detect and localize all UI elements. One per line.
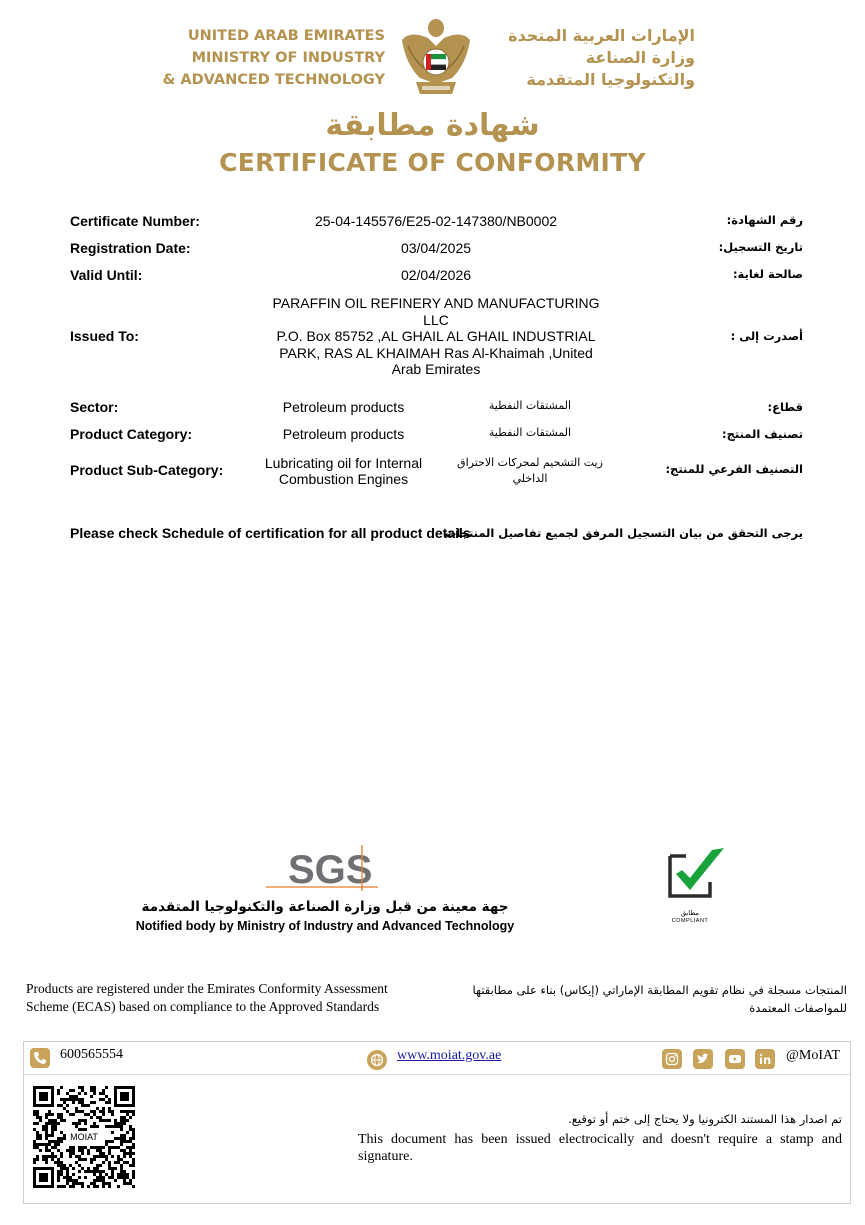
notified-body-ar: جهة معينة من قبل وزارة الصناعة والتكنولوجيا المتقدمة [141, 899, 509, 915]
product-sub-category-value-ar: زيت التشحيم لمحركات الاحتراق الداخلي [457, 456, 603, 485]
product-category-label-ar: تصنيف المنتج: [722, 427, 803, 441]
phone-number[interactable]: 600565554 [60, 1047, 123, 1062]
certificate-title-ar: شهادة مطابقة [325, 108, 540, 143]
ministry-name-ar: الإمارات العربية المتحدة وزارة الصناعة والتكنولوجيا المتقدمة [508, 26, 695, 89]
valid-until-label: Valid Until: [70, 267, 143, 283]
certificate-number-label: Certificate Number: [70, 213, 200, 229]
notified-body-en: Notified body by Ministry of Industry and Advanced Technology [135, 919, 515, 933]
twitter-icon[interactable] [693, 1049, 713, 1069]
valid-until-value: 02/04/2026 [400, 267, 472, 283]
qr-code-icon [33, 1086, 135, 1188]
compliant-mark-ar: مطابق [680, 909, 700, 917]
sgs-logo [266, 845, 378, 891]
ministry-name-en: UNITED ARAB EMIRATES MINISTRY OF INDUSTRY & ADVANCED TECHNOLOGY [162, 28, 385, 88]
electronic-note-en: This document has been issued electrocically and doesn't require a stamp and signature. [358, 1132, 842, 1164]
issued-to-address-line: PARK, RAS AL KHAIMAH Ras Al-Khaimah ,United [279, 344, 593, 361]
product-sub-category-label-ar: التصنيف الفرعي للمنتج: [665, 462, 803, 476]
compliant-mark-en: COMPLIANT [671, 918, 709, 924]
issued-to-name-line: PARAFFIN OIL REFINERY AND MANUFACTURING [272, 295, 600, 311]
issued-to-name-line: LLC [423, 311, 449, 328]
product-category-label: Product Category: [70, 426, 193, 442]
sector-value: Petroleum products [282, 399, 405, 415]
linkedin-icon[interactable] [755, 1049, 775, 1069]
valid-until-label-ar: صالحة لغاية: [732, 267, 803, 281]
registration-date-value: 03/04/2025 [400, 240, 472, 256]
footer-divider [23, 1074, 850, 1075]
instagram-icon[interactable] [662, 1049, 682, 1069]
issued-to-address-line: P.O. Box 85752 ,AL GHAIL AL GHAIL INDUSTRIAL [276, 328, 596, 344]
sector-label: Sector: [70, 399, 119, 415]
globe-icon [367, 1050, 387, 1070]
product-category-value-ar: المشتقات النفطية [488, 426, 572, 439]
schedule-note-en: Please check Schedule of certification for all product details [70, 525, 471, 541]
product-category-value: Petroleum products [282, 426, 405, 442]
compliant-mark [664, 846, 726, 928]
sgs-logo-text: SGS [288, 848, 373, 891]
ecas-statement-en: Products are registered under the Emirates Conformity Assessment Scheme (ECAS) based on compliance to the Approved Standards [26, 981, 388, 1014]
qr-label: MOIAT [66, 1131, 102, 1143]
phone-icon [30, 1048, 50, 1068]
certificate-number-value: 25-04-145576/E25-02-147380/NB0002 [314, 213, 558, 229]
issued-to-label: Issued To: [70, 328, 139, 344]
issued-to-address-line: Arab Emirates [391, 361, 481, 377]
check-icon [664, 846, 726, 904]
ecas-statement-ar: المنتجات مسجلة في نظام تقويم المطابقة الإماراتي (إيكاس) بناء على مطابقتها للمواصفات المعتمدة [472, 983, 847, 1015]
certificate-number-label-ar: رقم الشهادة: [726, 213, 803, 227]
sector-value-ar: المشتقات النفطية [488, 399, 572, 412]
website-link[interactable]: www.moiat.gov.ae [397, 1048, 502, 1063]
youtube-icon[interactable] [725, 1049, 745, 1069]
issued-to-label-ar: أصدرت إلى : [730, 329, 803, 343]
sector-label-ar: قطاع: [767, 400, 803, 414]
certificate-title-en: CERTIFICATE OF CONFORMITY [219, 148, 646, 177]
product-sub-category-value: Lubricating oil for Internal Combustion Engines [264, 455, 423, 487]
registration-date-label: Registration Date: [70, 240, 191, 256]
social-handle[interactable]: @MoIAT [786, 1048, 841, 1063]
registration-date-label-ar: تاريخ التسجيل: [718, 240, 803, 254]
product-sub-category-label: Product Sub-Category: [70, 462, 224, 478]
electronic-note-ar: تم اصدار هذا المستند الكترونيا ولا يحتاج إلى ختم أو توقيع. [568, 1112, 842, 1126]
issued-to-value [246, 295, 626, 378]
schedule-note-ar: يرجى التحقق من بيان التسجيل المرفق لجميع تفاصيل المنتجات [444, 526, 803, 540]
